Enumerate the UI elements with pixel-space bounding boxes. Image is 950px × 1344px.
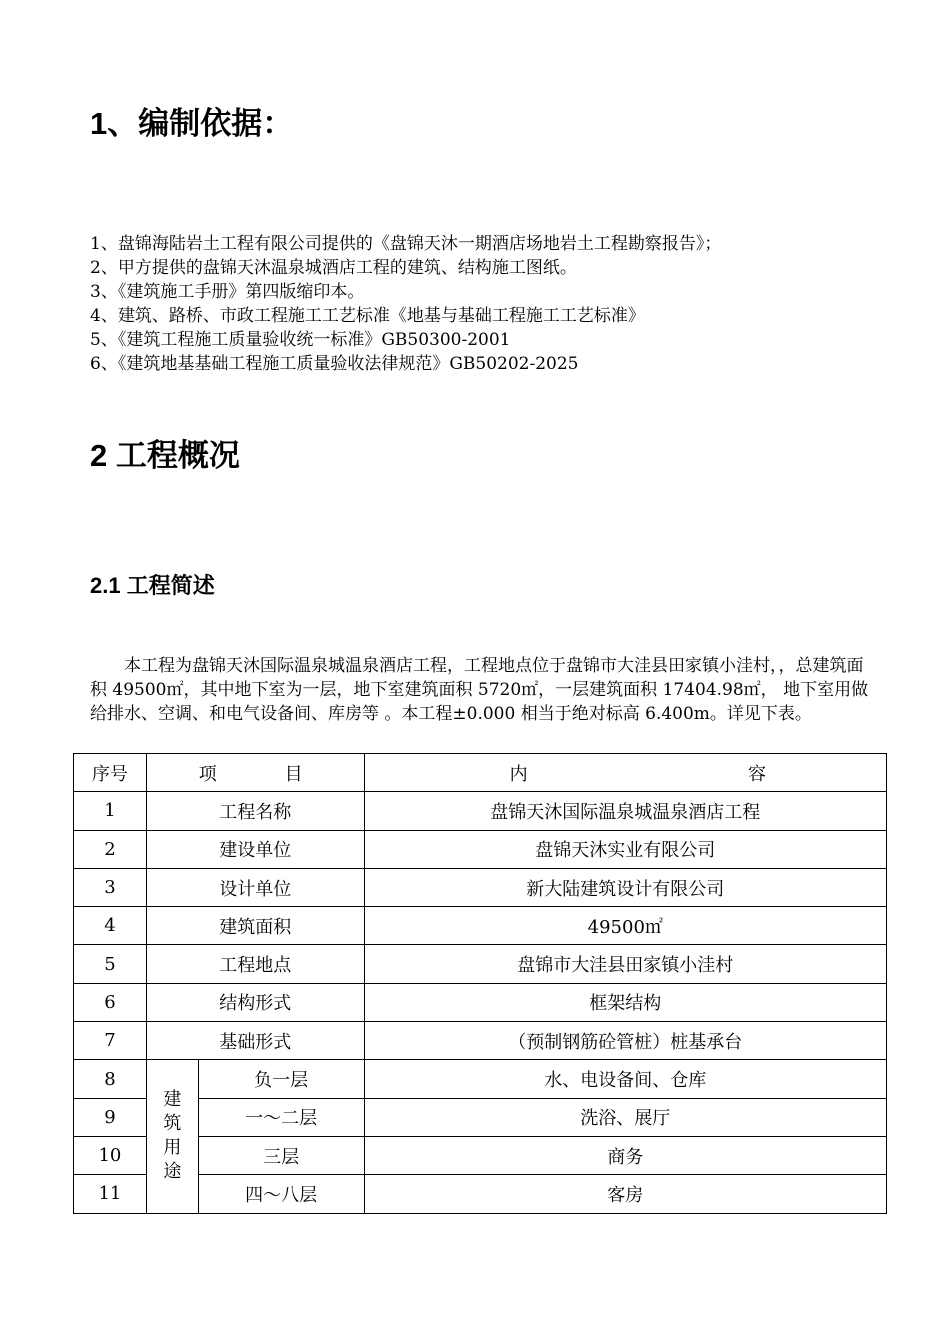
row-content: 商务 <box>364 1136 886 1174</box>
row-content: （预制钢筋砼管桩）桩基承台 <box>364 1022 886 1060</box>
row-no: 6 <box>74 983 147 1021</box>
table-row <box>74 1060 887 1098</box>
reference-list <box>90 232 870 376</box>
row-item: 基础形式 <box>146 1022 364 1060</box>
header-item: 项 目 <box>146 754 364 792</box>
group-label-char: 筑 <box>163 1113 182 1135</box>
row-content: 洗浴、展厅 <box>364 1098 886 1136</box>
header-no: 序号 <box>74 754 147 792</box>
project-info-table <box>73 753 887 1214</box>
table-row <box>74 830 887 868</box>
group-label-char: 途 <box>163 1161 182 1183</box>
row-item: 设计单位 <box>146 868 364 906</box>
reference-item: 4、建筑、路桥、市政工程施工工艺标准《地基与基础工程施工工艺标准》 <box>90 306 645 326</box>
row-no: 5 <box>74 945 147 983</box>
reference-item: 3、《建筑施工手册》第四版缩印本。 <box>90 282 365 302</box>
table-row <box>74 907 887 945</box>
row-item: 工程名称 <box>146 792 364 830</box>
table-row <box>74 792 887 830</box>
section-2-1-heading: 2.1 工程简述 <box>90 573 215 598</box>
project-overview-paragraph: 本工程为盘锦天沐国际温泉城温泉酒店工程，工程地点位于盘锦市大洼县田家镇小洼村，，总建筑面积 49500㎡，其中地下室为一层，地下室建筑面积 5720㎡，一层建筑面积 17404.98㎡， 地下室用做给排水、空调、和电气设备间、库房等 。本工程±0.000 相当于绝对标高 6.400m。详见下表。 <box>90 656 869 724</box>
row-item: 四～八层 <box>198 1175 364 1213</box>
row-item: 工程地点 <box>146 945 364 983</box>
reference-item: 1、盘锦海陆岩土工程有限公司提供的《盘锦天沐一期酒店场地岩土工程勘察报告》； <box>90 234 722 254</box>
table-row <box>74 868 887 906</box>
row-item: 负一层 <box>198 1060 364 1098</box>
section-1-heading: 1、编制依据： <box>90 106 294 141</box>
row-content: 盘锦天沐国际温泉城温泉酒店工程 <box>364 792 886 830</box>
header-content-char-2: 容 <box>748 763 766 785</box>
row-content: 盘锦天沐实业有限公司 <box>364 830 886 868</box>
table-row <box>74 1022 887 1060</box>
row-no: 7 <box>74 1022 147 1060</box>
row-item: 结构形式 <box>146 983 364 1021</box>
row-no: 10 <box>74 1136 147 1174</box>
row-content: 新大陆建筑设计有限公司 <box>364 868 886 906</box>
table-row <box>74 983 887 1021</box>
table-row <box>74 945 887 983</box>
header-content <box>364 754 886 792</box>
row-no: 3 <box>74 868 147 906</box>
row-content: 49500㎡ <box>364 907 886 945</box>
row-item: 三层 <box>198 1136 364 1174</box>
row-content: 客房 <box>364 1175 886 1213</box>
row-no: 4 <box>74 907 147 945</box>
group-label-char: 建 <box>163 1089 182 1111</box>
row-item: 一～二层 <box>198 1098 364 1136</box>
row-no: 8 <box>74 1060 147 1098</box>
reference-item: 2、甲方提供的盘锦天沐温泉城酒店工程的建筑、结构施工图纸。 <box>90 258 577 278</box>
reference-item: 6、《建筑地基基础工程施工质量验收法律规范》GB50202-2025 <box>90 354 579 374</box>
group-label-char: 用 <box>163 1137 182 1159</box>
row-content: 盘锦市大洼县田家镇小洼村 <box>364 945 886 983</box>
building-use-group-label <box>146 1060 198 1213</box>
row-item: 建筑面积 <box>146 907 364 945</box>
section-2-heading: 2 工程概况 <box>90 438 240 473</box>
reference-item: 5、《建筑工程施工质量验收统一标准》GB50300-2001 <box>90 330 511 350</box>
header-content-char-1: 内 <box>509 763 528 785</box>
row-content: 水、电设备间、仓库 <box>364 1060 886 1098</box>
row-no: 2 <box>74 830 147 868</box>
row-item: 建设单位 <box>146 830 364 868</box>
row-no: 1 <box>74 792 147 830</box>
table-header-row <box>74 754 887 792</box>
row-no: 11 <box>74 1175 147 1213</box>
row-content: 框架结构 <box>364 983 886 1021</box>
row-no: 9 <box>74 1098 147 1136</box>
